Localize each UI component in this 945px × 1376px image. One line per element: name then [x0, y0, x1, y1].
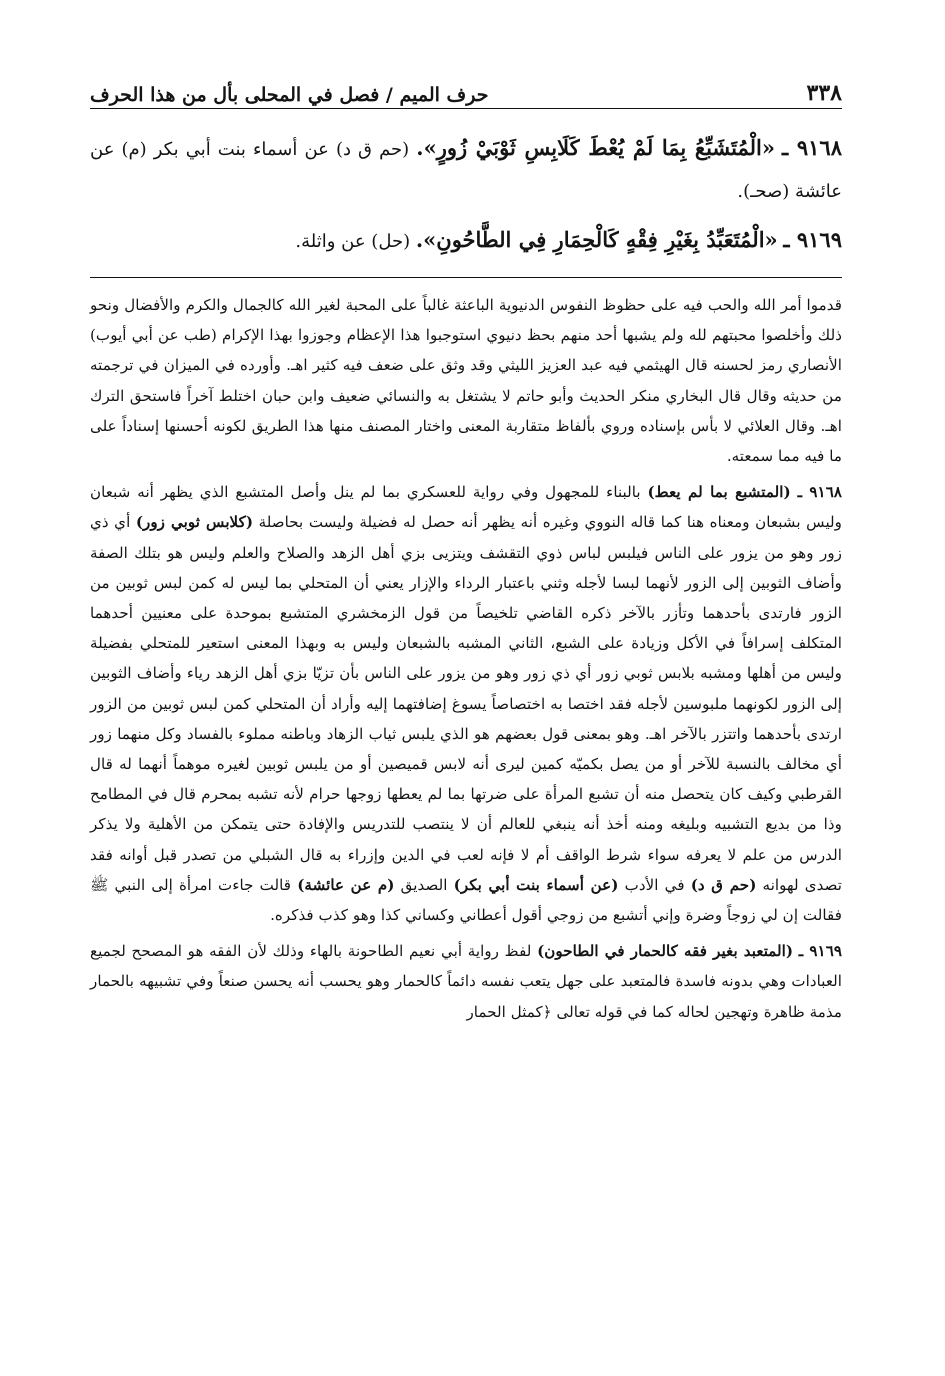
commentary-lead: (المتشبع بما لم يعط)	[647, 483, 791, 502]
commentary-number: ٩١٦٨ ـ	[797, 483, 843, 502]
footnote-divider	[90, 277, 842, 278]
book-page	[90, 66, 842, 1033]
commentary-bold: (م عن عائشة)	[297, 875, 395, 894]
commentary-text: قالت جاءت امرأة إلى النبي ﷺ فقالت إن لي زوجاً وضرة وإني أتشبع من زوجي أقول أعطاني وكساني كذا وهو كذب فذكره.	[90, 875, 842, 925]
commentary-9169	[90, 936, 842, 1027]
hadith-source: (حل) عن واثلة.	[295, 231, 411, 252]
hadith-text: «الْمُتَشَبِّعُ بِمَا لَمْ يُعْطَ كَلَابِسِ ثَوْبَيْ زُورٍ».	[416, 135, 775, 160]
hadith-section	[90, 127, 842, 263]
hadith-number: ٩١٦٨ ـ	[782, 135, 842, 160]
commentary-number: ٩١٦٩ ـ	[798, 942, 843, 961]
commentary-section	[90, 290, 842, 1027]
commentary-text: أي ذي زور وهو من يزور على الناس فيلبس لباس ذوي التقشف ويتزيى بزي أهل الزهد والصلاح والعلم وليس هو بتلك الصفة وأضاف الثوبين إلى الزور لأنهما لبسا لأجله وثني باعتبار الرداء والإزار يعني أن المتحلي بما ليس له كمن لبس ثوبين من الزور فارتدى بأحدهما وتأزر بالآخر ذكره القاضي تلخيصاً من قول الزمخشري المتشبع بموحدة على معنيين أحدهما المتكلف إسرافاً في الأكل وزيادة على الشبع، الثاني المشبه بالشبعان وليس به وبهذا المعنى استعير للمتحلي بفضيلة وليس من أهلها ومشبه بلابس ثوبي زور أي ذي زور وهو من يزور على الناس بأن تزيّا بزي أهل الزهد رياء وأضاف الثوبين إلى الزور لكونهما ملبوسين لأجله فقد اختصا به اختصاصاً يسوغ إضافتهما إليه وأراد أن المتحلي كمن لبس ثوبين من الزور ارتدى بأحدهما واتتزر بالآخر اهـ. وهو بمعنى قول بعضهم هو الذي يلبس ثياب الزهاد وباطنه مملوء بالفساد وكل منهما زور أي مخالف بالنسبة للآخر أو من يصل بكميّه كمين ليرى أنه لابس قميصين أو من يلبس ثوبين لغيره موهماً أنهما له قال القرطبي وكيف كان يتحصل منه أن تشبع المرأة على ضرتها بما لم يعطها زوجها حرام لأنه تشبه بمحرم قال في المطامح وذا من بديع التشبيه وبليغه ومنه أخذ أنه ينبغي للعالم أن لا ينتصب للتدريس والإفادة حتى يتمكن من الأهلية ولا يذكر الدرس من علم لا يعرفه سواء شرط الواقف أم لا فإنه لعب في الدين وإزراء به قال الشبلي من تصدر قبل أوانه فقد تصدى لهوانه	[90, 513, 843, 894]
commentary-lead: (المتعبد بغير فقه كالحمار في الطاحون)	[537, 942, 794, 961]
commentary-text: بالبناء للمجهول وفي رواية للعسكري بما لم ينل وأصل المتشبع الذي يظهر أنه شبعان وليس بشبعان ومعناه هنا كما قاله النووي وغيره أنه يظهر أنه حصل له فضيلة وليست بحاصلة	[90, 483, 843, 532]
commentary-continuation: قدموا أمر الله والحب فيه على حظوظ النفوس الدنيوية الباعثة غالباً على المحبة لغير الله كالجمال والكرم والأفضال ونحو ذلك وأخلصوا محبتهم لله ولم يشبها أحد منهم بحظ دنيوي استوجبوا هذا الإعظام وجوزوا بهذا الإكرام (طب عن أبي أيوب) الأنصاري رمز لحسنه قال الهيثمي فيه عبد العزيز الليثي وقد وثق على ضعف فيه كثير اهـ. وأورده في الميزان في ترجمته من حديثه وقال قال البخاري منكر الحديث وأبو حاتم لا يشتغل به والنسائي ضعيف وابن حبان اختلط آخراً فاستحق الترك اهـ. وقال العلائي لا بأس بإسناده وروي بألفاظ متقاربة المعنى واختار المصنف منها هذا الطريق لكونه أحسنها إسناداً على ما فيه مما سمعته.	[90, 296, 842, 466]
commentary-text: في الأدب	[624, 875, 685, 894]
hadith-source: (حم ق د) عن أسماء بنت أبي بكر (م) عن عائشة (صحـ).	[90, 139, 842, 202]
running-title: حرف الميم / فصل في المحلى بأل من هذا الحرف	[90, 84, 489, 106]
commentary-bold: (حم ق د)	[690, 875, 757, 894]
hadith-9168	[90, 127, 842, 213]
hadith-text: «الْمُتَعَبِّدُ بِغَيْرِ فِقْهٍ كَالْحِمَارِ فِي الطَّاحُونِ».	[415, 227, 778, 252]
page-number: ٣٣٨	[806, 80, 842, 106]
hadith-number: ٩١٦٩ ـ	[783, 227, 842, 252]
commentary-bold: (عن أسماء بنت أبي بكر)	[453, 875, 619, 894]
page-header	[90, 66, 842, 109]
hadith-9169	[90, 219, 842, 263]
commentary-text: لفظ رواية أبي نعيم الطاحونة بالهاء وذلك لأن الفقه هو المصحح لجميع العبادات وهي بدونه فاسدة فالمتعبد على جهل يتعب نفسه دائماً كالحمار وهو يحسب أنه يحسن صنعاً وفي تشبيهه بالحمار مذمة ظاهرة وتهجين لحاله كما في قوله تعالى ﴿كمثل الحمار	[90, 942, 842, 1021]
commentary-9168	[90, 477, 842, 930]
commentary-bold: (كلابس ثوبي زور)	[135, 513, 254, 532]
commentary-text: الصديق	[400, 875, 448, 894]
